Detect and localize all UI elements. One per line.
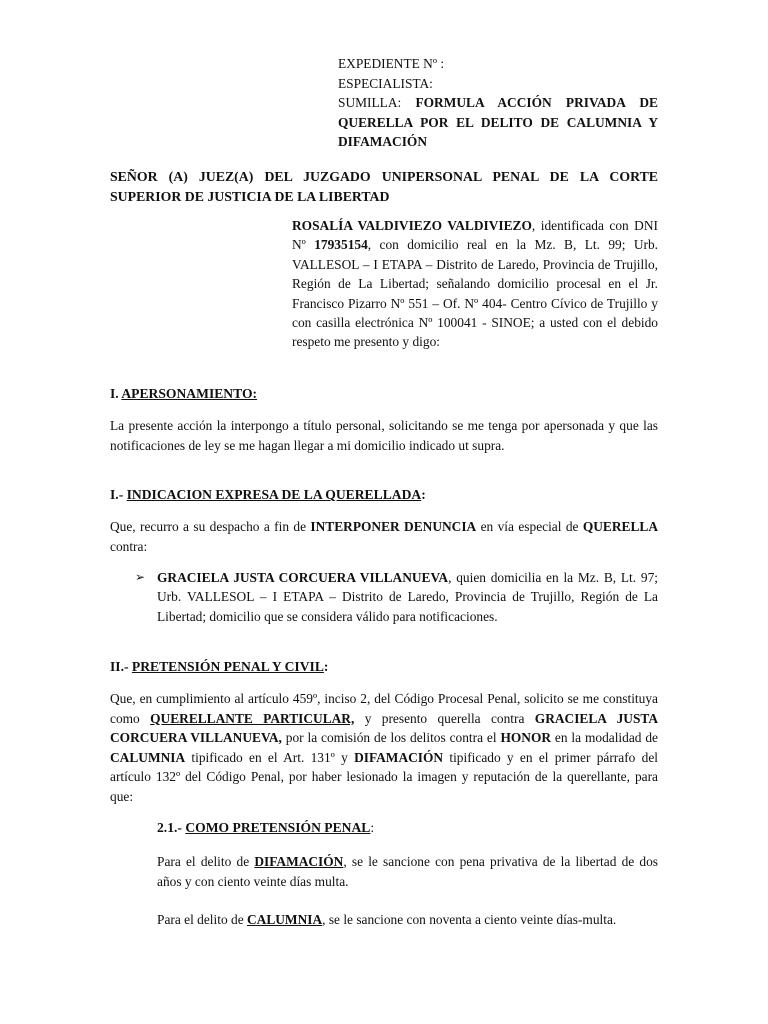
querellada-name: GRACIELA JUSTA CORCUERA VILLANUEVA [157, 570, 449, 585]
querellada-bullet-item: GRACIELA JUSTA CORCUERA VILLANUEVA, quien domicilia en la Mz. B, Lt. 97; Urb. VALLESOL – I ETAPA – Distrito de Laredo, Provincia de Trujillo, Región de La Libertad; domicilio que se considera válido para notificaciones. [157, 570, 659, 624]
plaintiff-name: ROSALÍA VALDIVIEZO VALDIVIEZO [292, 218, 532, 233]
difamacion-paragraph: Para el delito de DIFAMACIÓN, se le sancione con pena privativa de la libertad de dos años y con ciento veinte días multa. [157, 854, 659, 889]
section-apersonamiento-text: La presente acción la interpongo a título personal, solicitando se me tenga por apersonada y que las notificaciones de ley se me hagan llegar a mi domicilio indicado ut supra. [110, 418, 658, 453]
section-querellada-heading: I.- INDICACION EXPRESA DE LA QUERELLADA: [110, 487, 426, 502]
section-apersonamiento-heading: I. APERSONAMIENTO: [110, 386, 258, 401]
subsection-pretension-penal-heading: 2.1.- COMO PRETENSIÓN PENAL: [157, 820, 375, 835]
section-querellada-text: Que, recurro a su despacho a fin de INTERPONER DENUNCIA en vía especial de QUERELLA contra: [110, 519, 658, 554]
sumilla-text: FORMULA ACCIÓN PRIVADA DE QUERELLA POR EL DELITO DE CALUMNIA Y DIFAMACIÓN [338, 95, 658, 149]
especialista-line: ESPECIALISTA: [338, 75, 433, 91]
sumilla-label: SUMILLA: [338, 95, 402, 110]
case-header [338, 54, 658, 152]
expediente-line: EXPEDIENTE Nº : [338, 56, 445, 71]
sumilla-line [338, 93, 658, 152]
arrow-bullet-icon: ➢ [135, 570, 146, 584]
addressee: SEÑOR (A) JUEZ(A) DEL JUZGADO UNIPERSONAL PENAL DE LA CORTE SUPERIOR DE JUSTICIA DE LA LIBERTAD [110, 169, 658, 204]
calumnia-paragraph: Para el delito de CALUMNIA, se le sancione con noventa a ciento veinte días-multa. [157, 912, 617, 927]
section-pretension-heading: II.- PRETENSIÓN PENAL Y CIVIL: [110, 659, 329, 674]
intro-paragraph: ROSALÍA VALDIVIEZO VALDIVIEZO, identificada con DNI Nº 17935154, con domicilio real en la Mz. B, Lt. 99; Urb. VALLESOL – I ETAPA – Distrito de Laredo, Provincia de Trujillo, Región de La Libertad; señalando domicilio procesal en el Jr. Francisco Pizarro Nº 551 – Of. Nº 404- Centro Cívico de Trujillo y con casilla electrónica Nº 100041 - SINOE; a usted con el debido respeto me presento y digo: [292, 218, 658, 350]
dni-number: 17935154 [314, 237, 368, 253]
section-pretension-text: Que, en cumplimiento al artículo 459º, inciso 2, del Código Procesal Penal, solicito se me constituya como QUERELLANTE PARTICULAR, y presento querella contra GRACIELA JUSTA CORCUERA VILLANUEVA, por la comisión de los delitos contra el HONOR en la modalidad de CALUMNIA tipificado en el Art. 131º y DIFAMACIÓN tipificado y en el primer párrafo del artículo 132º del Código Penal, por haber lesionado la imagen y reputación de la querellante, para que: [110, 691, 659, 804]
